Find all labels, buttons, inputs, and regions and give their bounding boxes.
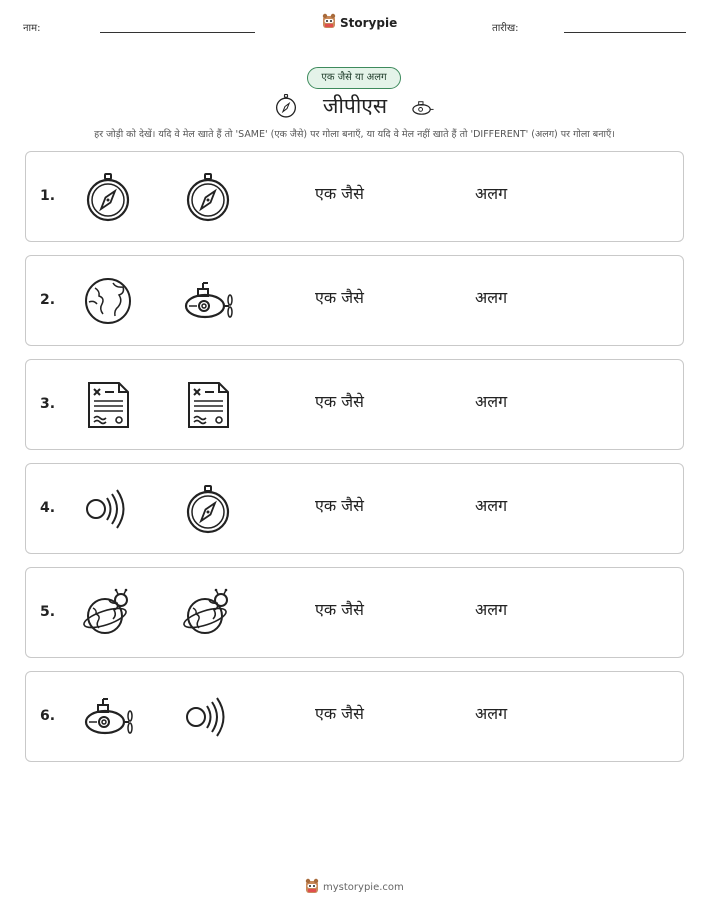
different-option[interactable]: अलग bbox=[475, 184, 508, 203]
different-option[interactable]: अलग bbox=[475, 496, 508, 515]
row-number: 1. bbox=[40, 188, 56, 204]
row-number: 3. bbox=[40, 396, 56, 412]
signal-icon bbox=[183, 692, 233, 742]
document-icon bbox=[83, 380, 133, 430]
different-option[interactable]: अलग bbox=[475, 392, 508, 411]
different-option[interactable]: अलग bbox=[475, 704, 508, 723]
name-blank-line[interactable] bbox=[100, 32, 255, 33]
question-row bbox=[25, 151, 684, 242]
row-number: 5. bbox=[40, 604, 56, 620]
brand-logo bbox=[322, 13, 397, 32]
question-row bbox=[25, 671, 684, 762]
storypie-mascot-icon bbox=[322, 13, 336, 32]
date-blank-line[interactable] bbox=[564, 32, 686, 33]
same-option[interactable]: एक जैसे bbox=[315, 184, 364, 203]
globe-satellite-icon bbox=[183, 588, 233, 638]
row-number: 6. bbox=[40, 708, 56, 724]
same-option[interactable]: एक जैसे bbox=[315, 496, 364, 515]
globe-icon bbox=[83, 276, 133, 326]
different-option[interactable]: अलग bbox=[475, 600, 508, 619]
same-option[interactable]: एक जैसे bbox=[315, 392, 364, 411]
storypie-mascot-icon bbox=[305, 878, 319, 897]
question-row bbox=[25, 567, 684, 658]
page-title: जीपीएस bbox=[322, 94, 388, 118]
submarine-icon bbox=[83, 692, 133, 742]
row-number: 4. bbox=[40, 500, 56, 516]
submarine-icon bbox=[183, 276, 233, 326]
compass-icon bbox=[183, 484, 233, 534]
submarine-icon bbox=[408, 95, 438, 123]
question-row bbox=[25, 463, 684, 554]
question-row bbox=[25, 359, 684, 450]
row-number: 2. bbox=[40, 292, 56, 308]
compass-icon bbox=[273, 93, 299, 123]
footer bbox=[305, 878, 404, 897]
category-badge: एक जैसे या अलग bbox=[307, 67, 401, 89]
footer-site[interactable]: mystorypie.com bbox=[323, 882, 404, 893]
instructions: हर जोड़ी को देखें। यदि वे मेल खाते हैं तो 'SAME' (एक जैसे) पर गोला बनाएँ, या यदि वे मेल नहीं खाते हैं तो 'DIFFERENT' (अलग) पर गोला बनाएँ। bbox=[94, 129, 615, 140]
signal-icon bbox=[83, 484, 133, 534]
document-icon bbox=[183, 380, 233, 430]
compass-icon bbox=[83, 172, 133, 222]
same-option[interactable]: एक जैसे bbox=[315, 288, 364, 307]
name-label: नाम: bbox=[23, 23, 41, 34]
same-option[interactable]: एक जैसे bbox=[315, 704, 364, 723]
globe-satellite-icon bbox=[83, 588, 133, 638]
brand-name: Storypie bbox=[340, 15, 398, 30]
same-option[interactable]: एक जैसे bbox=[315, 600, 364, 619]
different-option[interactable]: अलग bbox=[475, 288, 508, 307]
question-row bbox=[25, 255, 684, 346]
date-label: तारीख: bbox=[492, 23, 519, 34]
compass-icon bbox=[183, 172, 233, 222]
